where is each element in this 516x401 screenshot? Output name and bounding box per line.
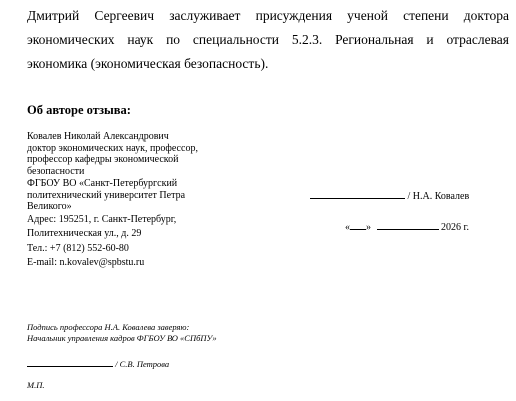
certification-line-2: Начальник управления кадров ФГБОУ ВО «СПбПУ» [27, 333, 217, 343]
author-email: E-mail: n.kovalev@spbstu.ru [27, 257, 145, 269]
author-org-line-2: политехнический университет Петра [27, 189, 186, 201]
author-org-line-3: Великого» [27, 201, 72, 213]
author-org-line-1: ФГБОУ ВО «Санкт-Петербургский [27, 177, 178, 189]
date-quote-close: » [366, 222, 371, 233]
stamp-place: М.П. [27, 380, 45, 390]
day-blank [350, 220, 366, 230]
signature-date-line [345, 220, 469, 233]
conclusion-line-1: Дмитрий Сергеевич заслуживает присуждения ученой степени доктора [27, 8, 509, 23]
signature-year: 2026 г. [441, 222, 469, 233]
date-quote-open: « [345, 222, 350, 233]
author-signature-line [310, 189, 469, 202]
certification-block [27, 322, 217, 344]
signature-blank [310, 189, 405, 199]
author-address-line-2: Политехническая ул., д. 29 [27, 228, 142, 240]
month-blank [377, 220, 439, 230]
certifier-name: / С.В. Петрова [115, 359, 170, 369]
author-position-line-1: профессор кафедры экономической [27, 154, 179, 166]
author-heading: Об авторе отзыва: [27, 103, 131, 117]
author-signature-name: / Н.А. Ковалев [407, 191, 470, 202]
author-details [27, 131, 242, 271]
conclusion-line-3: экономика (экономическая безопасность). [27, 56, 269, 71]
certifier-signature-line [27, 357, 169, 369]
author-address-line-1: Адрес: 195251, г. Санкт-Петербург, [27, 213, 177, 225]
author-phone: Тел.: +7 (812) 552-60-80 [27, 242, 129, 254]
author-position-line-2: безопасности [27, 166, 85, 178]
conclusion-line-2: экономических наук по специальности 5.2.3. Региональная и отраслевая [27, 32, 509, 47]
author-name: Ковалев Николай Александрович [27, 131, 169, 142]
author-degree: доктор экономических наук, профессор, [27, 142, 198, 154]
conclusion-paragraph [27, 4, 509, 76]
certifier-signature-blank [27, 357, 113, 367]
certification-line-1: Подпись профессора Н.А. Ковалева заверяю: [27, 322, 190, 332]
